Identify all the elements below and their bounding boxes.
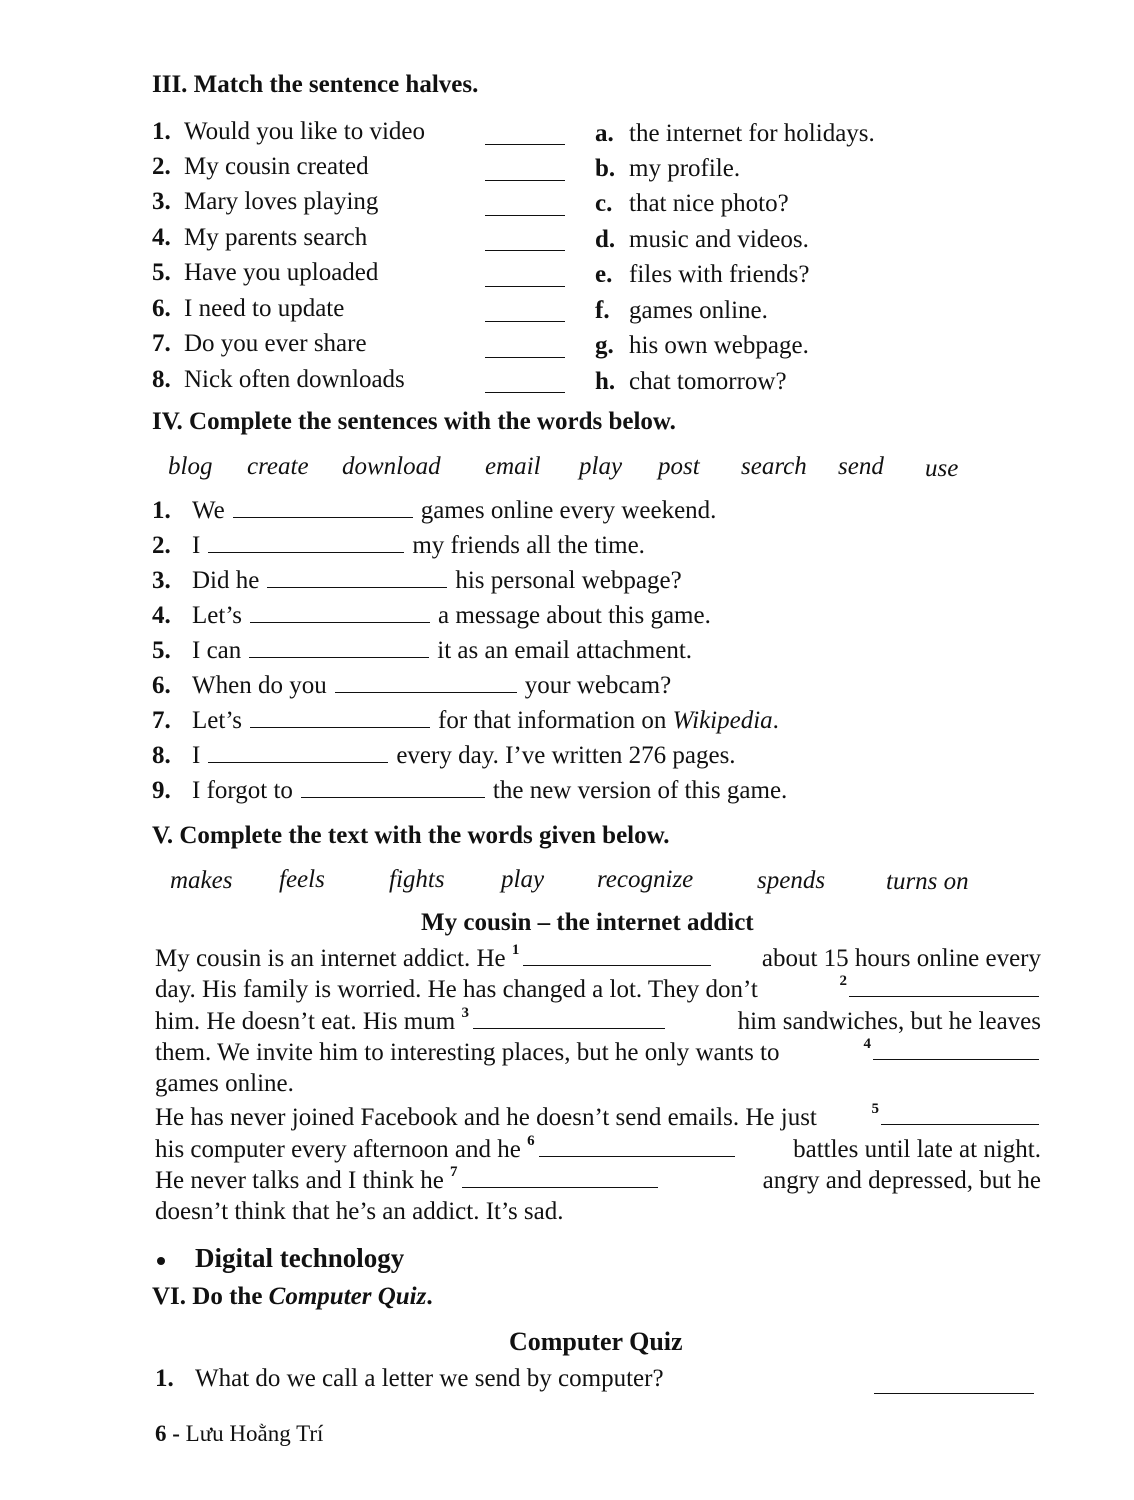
fill-sentence: 7. Let’s for that information on Wikipedia. bbox=[152, 707, 779, 734]
match-left-item: 7. Do you ever share bbox=[152, 330, 367, 357]
answer-blank[interactable] bbox=[539, 1155, 735, 1157]
bullet-icon bbox=[157, 1257, 165, 1265]
answer-blank[interactable] bbox=[485, 180, 565, 181]
bullet-heading: Digital technology bbox=[195, 1243, 405, 1273]
answer-blank[interactable] bbox=[485, 357, 565, 358]
quiz-question: 1. What do we call a letter we send by computer? bbox=[155, 1365, 664, 1392]
answer-blank[interactable] bbox=[462, 1186, 658, 1188]
passage-line: games online. bbox=[155, 1070, 294, 1097]
word-bank-item: post bbox=[658, 453, 700, 480]
word-bank-item: fights bbox=[389, 866, 445, 893]
match-right-item: f. games online. bbox=[595, 297, 768, 324]
word-bank-item: search bbox=[741, 453, 807, 480]
passage-line: him. He doesn’t eat. His mum $^3$ him sandwiches, but he leaves bbox=[155, 1005, 1041, 1035]
page-footer: 6 - Lưu Hoằng Trí bbox=[155, 1421, 324, 1446]
word-bank-item: create bbox=[247, 453, 309, 480]
fill-sentence: 5. I can it as an email attachment. bbox=[152, 637, 693, 664]
passage-line: He has never joined Facebook and he doesn’t send emails. He just $^5$ bbox=[155, 1105, 1041, 1130]
word-bank-item: email bbox=[485, 453, 541, 480]
word-bank-item: play bbox=[579, 453, 623, 480]
match-left-item: 2. My cousin created bbox=[152, 153, 369, 180]
match-left-item: 8. Nick often downloads bbox=[152, 366, 405, 393]
fill-sentence: 4. Let’s a message about this game. bbox=[152, 602, 711, 629]
answer-blank[interactable] bbox=[485, 321, 565, 322]
passage-line: He never talks and I think he $^7$ angry and depressed, but he bbox=[155, 1164, 1041, 1194]
word-bank-item: send bbox=[838, 453, 884, 480]
match-right-item: d. music and videos. bbox=[595, 226, 809, 253]
answer-blank[interactable] bbox=[208, 551, 404, 553]
word-bank-item: use bbox=[925, 455, 959, 482]
word-bank-item: play bbox=[501, 866, 545, 893]
answer-blank[interactable] bbox=[473, 1027, 665, 1029]
passage-line: doesn’t think that he’s an addict. It’s sad. bbox=[155, 1198, 564, 1225]
word-bank-item: feels bbox=[279, 866, 325, 893]
text-title: My cousin – the internet addict bbox=[421, 909, 754, 936]
fill-sentence: 2. I my friends all the time. bbox=[152, 532, 645, 559]
match-left-item: 6. I need to update bbox=[152, 295, 345, 322]
passage-line: his computer every afternoon and he $^6$ battles until late at night. bbox=[155, 1133, 1041, 1163]
answer-blank[interactable] bbox=[249, 656, 429, 658]
word-bank-item: download bbox=[342, 453, 441, 480]
answer-blank[interactable] bbox=[485, 250, 565, 251]
match-left-item: 4. My parents search bbox=[152, 224, 368, 251]
section-5-heading: V. Complete the text with the words given below. bbox=[152, 822, 670, 849]
word-bank-item: blog bbox=[168, 453, 213, 480]
answer-blank[interactable] bbox=[267, 586, 447, 588]
fill-sentence: 6. When do you your webcam? bbox=[152, 672, 672, 699]
word-bank-item: makes bbox=[170, 867, 233, 894]
fill-sentence: 1. We games online every weekend. bbox=[152, 497, 717, 524]
passage-line: day. His family is worried. He has changed a lot. They don’t $^2$ bbox=[155, 977, 1041, 1002]
match-right-item: a. the internet for holidays. bbox=[595, 120, 875, 147]
match-left-item: 5. Have you uploaded bbox=[152, 259, 379, 286]
fill-sentence: 9. I forgot to the new version of this game. bbox=[152, 777, 788, 804]
answer-blank[interactable] bbox=[485, 215, 565, 216]
answer-blank[interactable] bbox=[250, 726, 430, 728]
fill-sentence: 8. I every day. I’ve written 276 pages. bbox=[152, 742, 736, 769]
answer-blank[interactable] bbox=[881, 1123, 1039, 1125]
word-bank-item: recognize bbox=[597, 866, 694, 893]
answer-blank[interactable] bbox=[873, 1058, 1039, 1060]
quiz-title: Computer Quiz bbox=[509, 1327, 683, 1356]
section-3-heading: III. Match the sentence halves. bbox=[152, 71, 479, 98]
word-bank-item: spends bbox=[757, 867, 826, 894]
match-left-item: 3. Mary loves playing bbox=[152, 188, 379, 215]
answer-blank[interactable] bbox=[485, 286, 565, 287]
section-4-heading: IV. Complete the sentences with the words below. bbox=[152, 408, 676, 435]
answer-blank[interactable] bbox=[485, 392, 565, 393]
answer-blank[interactable] bbox=[233, 516, 413, 518]
answer-blank[interactable] bbox=[874, 1393, 1034, 1394]
passage-line: My cousin is an internet addict. He $^1$ about 15 hours online every bbox=[155, 942, 1041, 972]
match-right-item: h. chat tomorrow? bbox=[595, 368, 787, 395]
match-right-item: g. his own webpage. bbox=[595, 332, 809, 359]
answer-blank[interactable] bbox=[250, 621, 430, 623]
page-number: 6 bbox=[155, 1421, 167, 1446]
match-right-item: e. files with friends? bbox=[595, 261, 810, 288]
answer-blank[interactable] bbox=[301, 796, 485, 798]
word-bank-item: turns on bbox=[886, 868, 969, 895]
fill-sentence: 3. Did he his personal webpage? bbox=[152, 567, 682, 594]
section-6-heading: VI. Do the Computer Quiz. bbox=[152, 1283, 433, 1310]
match-right-item: c. that nice photo? bbox=[595, 190, 789, 217]
answer-blank[interactable] bbox=[849, 995, 1039, 997]
match-right-item: b. my profile. bbox=[595, 155, 741, 182]
answer-blank[interactable] bbox=[485, 144, 565, 145]
answer-blank[interactable] bbox=[208, 761, 388, 763]
answer-blank[interactable] bbox=[523, 964, 711, 966]
answer-blank[interactable] bbox=[335, 691, 517, 693]
author-name: Lưu Hoằng Trí bbox=[185, 1421, 324, 1446]
passage-line: them. We invite him to interesting places, but he only wants to $^4$ bbox=[155, 1040, 1041, 1065]
match-left-item: 1. Would you like to video bbox=[152, 118, 426, 145]
